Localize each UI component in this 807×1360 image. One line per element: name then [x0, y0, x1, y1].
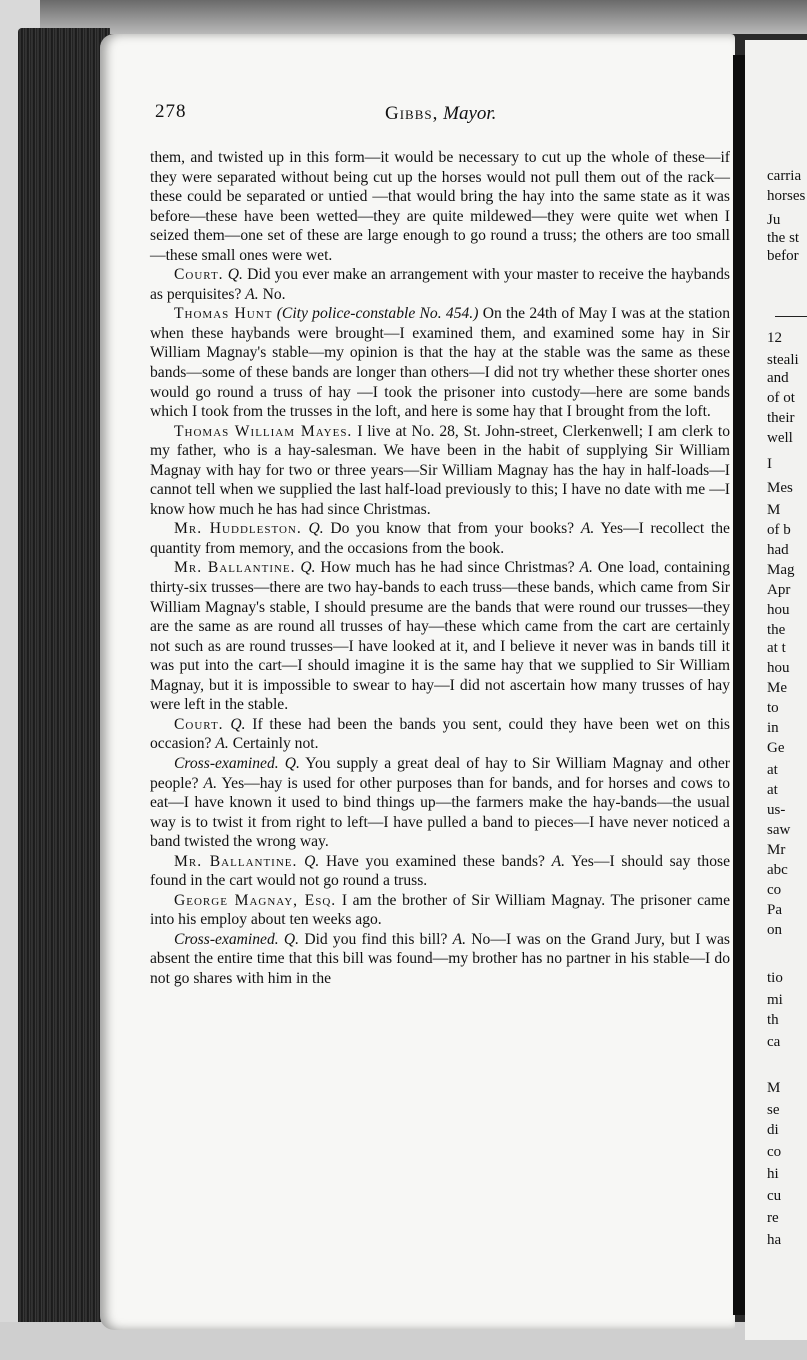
paragraph — [150, 422, 730, 520]
answer-text: No—I was on the Grand Jury, but I was absent the entire time that this bill was found—my brother has no partner in his stable—I do not go shares with him in the — [150, 930, 730, 987]
question-label: Q. — [300, 559, 316, 577]
answer-text: Yes—I should say those found in the cart would not go round a truss. — [150, 852, 730, 890]
question-label: Q. — [283, 930, 300, 948]
facing-page-word: befor — [767, 248, 799, 264]
paragraph-text: them, and twisted up in this form—it would be necessary to cut up the whole of these—if they were separated without being cut up the horses would not pull them out of the rack—these could be separated or untied —that would bring the hay into the same state as it was before—these have been wetted—they are quite mildewed—they were quite wet when I seized them—one set of these are large enough to go round a truss; the others are too small—these small ones were wet. — [150, 149, 730, 264]
paragraph-text: I am the brother of Sir William Magnay. The prisoner came into his employ about ten weeks ago. — [150, 891, 730, 929]
paragraph — [150, 148, 730, 265]
facing-page-word: saw — [767, 822, 791, 838]
facing-page-word: at — [767, 762, 778, 778]
paragraph-text: I live at No. 28, St. John-street, Clerkenwell; I am clerk to my father, who is a hay-salesman. We have been in the habit of supplying Sir William Magnay with hay for two or three years—Sir William Magnay has the hay in half-loads—I cannot tell when we supplied the last half-load previously to this; I have no date with me —I know how much he has had since Christmas. — [150, 422, 730, 518]
answer-label: A. — [551, 852, 566, 870]
facing-page-word: I — [767, 456, 772, 472]
facing-page-word: Mag — [767, 562, 795, 578]
answer-text: One load, containing thirty-six trusses—there are two hay-bands to each truss—these bands, which came from Sir William Magnay's stable, I should presume are the bands that were round our trusses—they are the same as are round all trusses of hay—these which came from the cart are certainly not such as are round trusses—I have looked at it, and I believe it never was in bands till it was put into the cart—I should imagine it is the same hay that we supplied to Sir William Magnay, but it is impossible to swear to hay—I did not ascertain how many trusses of hay were left in the stable. — [150, 559, 730, 714]
facing-page-word: Mr — [767, 842, 786, 858]
facing-page-word: co — [767, 882, 782, 898]
paragraph — [150, 265, 730, 304]
question-label: Q. — [284, 754, 300, 772]
speaker-name: Thomas William Mayes. — [174, 422, 353, 440]
paragraph — [150, 852, 730, 891]
question-text: Do you know that from your books? — [330, 520, 575, 538]
question-text: If these had been the bands you sent, could they have been wet on this occasion? — [150, 715, 730, 753]
facing-page-word: of b — [767, 522, 791, 538]
facing-page-word: th — [767, 1012, 779, 1028]
page-header — [155, 101, 715, 131]
facing-page-word: M — [767, 502, 781, 518]
answer-label: A. — [215, 735, 229, 753]
speaker-name: Cross-examined. — [174, 930, 279, 948]
speaker-name: Thomas Hunt — [174, 305, 273, 323]
speaker-name: Cross-examined. — [174, 754, 279, 772]
paragraph — [150, 891, 730, 930]
facing-page-word: di — [767, 1122, 779, 1138]
facing-page-word: Ge — [767, 740, 785, 756]
question-label: Q. — [230, 715, 246, 733]
running-head-title: Mayor. — [443, 103, 497, 124]
facing-page-word: Apr — [767, 582, 791, 598]
facing-page-word: the — [767, 622, 786, 638]
book-page-edges — [18, 28, 110, 1328]
facing-page-word: their — [767, 410, 795, 426]
paragraph — [150, 754, 730, 852]
speaker-name: Mr. Ballantine. — [174, 852, 298, 870]
question-text: Have you examined these bands? — [325, 852, 545, 870]
facing-page-rule — [775, 316, 807, 317]
facing-page-word: Mes — [767, 480, 793, 496]
facing-page-word: on — [767, 922, 782, 938]
facing-page-word: well — [767, 430, 793, 446]
speaker-name: Court. — [174, 715, 224, 733]
facing-page-word: se — [767, 1102, 780, 1118]
facing-page-word: mi — [767, 992, 783, 1008]
facing-page-word: steali — [767, 352, 799, 368]
facing-page-word: the st — [767, 230, 800, 246]
answer-label: A. — [579, 559, 593, 577]
speaker-name: Mr. Ballantine. — [174, 559, 296, 577]
answer-text: Certainly not. — [232, 735, 319, 753]
question-label: Q. — [304, 852, 320, 870]
facing-page-word: at — [767, 782, 778, 798]
answer-label: A. — [245, 285, 259, 303]
facing-page-word: and — [767, 370, 789, 386]
facing-page-word: cu — [767, 1188, 782, 1204]
answer-label: A. — [203, 774, 217, 792]
facing-page-word: Pa — [767, 902, 782, 918]
facing-page-word: hou — [767, 660, 790, 676]
facing-page-word: ha — [767, 1232, 782, 1248]
scan-top-edge — [0, 0, 807, 34]
speaker-name: Mr. Huddleston. — [174, 520, 302, 538]
facing-page-word: at t — [767, 640, 786, 656]
facing-page-word: hi — [767, 1166, 779, 1182]
question-text: Did you find this bill? — [304, 930, 448, 948]
answer-text: Yes—I recollect the quantity from memory, and the occasions from the book. — [150, 520, 730, 557]
page-body — [150, 148, 730, 989]
facing-page-word: of ot — [767, 390, 795, 406]
answer-label: A. — [580, 520, 595, 538]
facing-page-word: 12 — [767, 330, 782, 346]
question-text: Did you ever make an arrangement with your master to receive the haybands as perquisites? — [150, 266, 731, 303]
facing-page-word: ca — [767, 1034, 781, 1050]
running-head — [385, 103, 496, 125]
facing-page-word: to — [767, 700, 779, 716]
answer-text: Yes—hay is used for other purposes than for bands, and for horses and cows to eat—I have known it used to bind things up—the farmers make the hay-bands—the usual way is to twist it from right to left—I have pulled a band to pieces—I have never noticed a band twisted the wrong way. — [150, 774, 730, 851]
paragraph — [150, 558, 730, 714]
facing-page-word: horses — [767, 188, 806, 204]
answer-text: No. — [262, 285, 286, 303]
answer-label: A. — [452, 930, 467, 948]
running-head-name: Gibbs, — [385, 103, 439, 124]
facing-page-word: had — [767, 542, 789, 558]
question-label: Q. — [227, 266, 243, 284]
facing-page-word: co — [767, 1144, 782, 1160]
page-number: 278 — [155, 101, 187, 122]
facing-page-word: tio — [767, 970, 783, 986]
facing-page-word: us- — [767, 802, 786, 818]
paragraph — [150, 930, 730, 989]
paragraph — [150, 715, 730, 754]
facing-page-word: hou — [767, 602, 790, 618]
facing-page-fragment — [745, 40, 807, 1340]
question-text: How much has he had since Christmas? — [320, 559, 575, 577]
speaker-name: George Magnay, Esq. — [174, 891, 337, 909]
facing-page-word: abc — [767, 862, 788, 878]
facing-page-word: Ju — [767, 212, 781, 228]
facing-page-word: carria — [767, 168, 802, 184]
facing-page-word: in — [767, 720, 779, 736]
paragraph — [150, 304, 730, 421]
facing-page-word: M — [767, 1080, 781, 1096]
facing-page-word: re — [767, 1210, 779, 1226]
paragraph-text: On the 24th of May I was at the station when these haybands were brought—I examined them, and examined some hay in Sir William Magnay's stable—my opinion is that the hay at the stable was the same as these bands—some of these bands are longer than others—I did not try whether these shorter ones would go round a truss of hay —I took the prisoner into custody—here are some bands which I took from the trusses in the loft, and here is some hay that I brought from the loft. — [150, 305, 731, 421]
question-label: Q. — [308, 520, 324, 538]
paragraph — [150, 519, 730, 558]
speaker-name: Court. — [174, 266, 224, 284]
facing-page-word: Me — [767, 680, 787, 696]
speaker-detail: (City police-constable No. 454.) — [276, 305, 479, 323]
question-text: You supply a great deal of hay to Sir William Magnay and other people? — [150, 754, 730, 792]
